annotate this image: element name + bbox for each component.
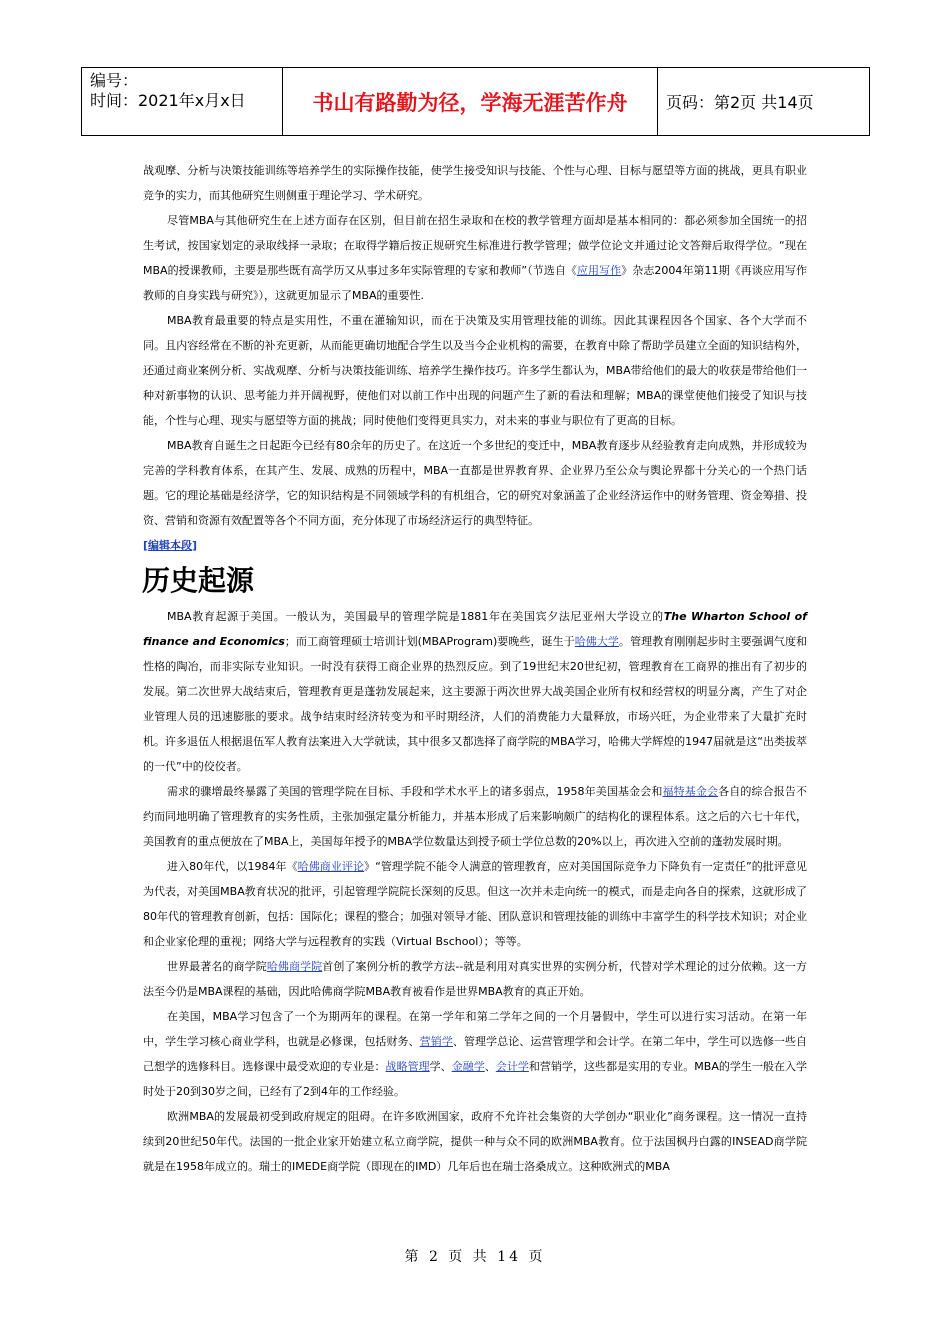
paragraph: 战观摩、分析与决策技能训练等培养学生的实际操作技能，使学生接受知识与技能、个性与心理、目标与愿望等方面的挑战，更具有职业竞争的实力，而其他研究生则侧重于理论学习、学术研究。	[143, 164, 807, 202]
link-accounting[interactable]: 会计学	[495, 1060, 529, 1073]
link-harvard-business-school[interactable]: 哈佛商学院	[266, 960, 323, 973]
paragraph: 在美国，MBA学习包含了一个为期两年的课程。在第一学年和第二学年之间的一个月暑假中，学生可以进行实习活动。在第一年中，学生学习核心商业学科，也就是必修课，包括财务、营销学、管理学总论、运营管理学和会计学。在第二年中，学生可以选修一些自己想学的选修科目。选修课中最受欢迎的专业是：战略管理学、金融学、会计学和营销学，这些都是实用的专业。MBA的学生一般在入学时处于20到30岁之间，已经有了2到4年的工作经验。	[143, 1010, 808, 1098]
header-meta-cell	[82, 68, 283, 135]
section-title: 历史起源	[142, 564, 255, 597]
paragraph: 欧洲MBA的发展最初受到政府规定的阻碍。在许多欧洲国家，政府不允许社会集资的大学创办“职业化”商务课程。这一情况一直持续到20世纪50年代。法国的一批企业家开始建立私立商学院，提供一种与众不同的欧洲MBA教育。位于法国枫丹白露的INSEAD商学院就是在1958年成立的。瑞士的IMEDE商学院（即现在的IMD）几年后也在瑞士洛桑成立。这种欧洲式的MBA	[143, 1110, 807, 1173]
document-body	[143, 158, 807, 1179]
link-harvard-business-review[interactable]: 哈佛商业评论	[297, 860, 365, 873]
link-marketing[interactable]: 营销学	[419, 1035, 453, 1048]
paragraph: 尽管MBA与其他研究生在上述方面存在区别，但目前在招生录取和在校的教学管理方面却是基本相同的：都必须参加全国统一的招生考试，按国家划定的录取线择一录取；在取得学籍后按正规研究生标准进行教学管理；做学位论文并通过论文答辩后取得学位。“现在MBA的授课教师，主要是那些既有高学历又从事过多年实际管理的专家和教师”（节选自《应用写作》杂志2004年第11期《再谈应用写作教师的自身实践与研究》），这就更加显示了MBA的重要性.	[143, 214, 808, 302]
link-ford-foundation[interactable]: 福特基金会	[662, 785, 719, 798]
paragraph: 需求的骤增最终暴露了美国的管理学院在目标、手段和学术水平上的诸多弱点，1958年美国基金会和福特基金会各自的综合报告不约而同地明确了管理教育的实务性质，主张加强定量分析能力，并基本形成了后来影响颇广的结构化的课程体系。这之后的六七十年代，美国教育的重点便放在了MBA上，美国每年授予的MBA学位数量达到授予硕士学位总数的20%以上，再次进入空前的蓬勃发展时期。	[143, 785, 808, 848]
link-applied-writing[interactable]: 应用写作	[576, 264, 622, 277]
page-info: 页码：第2页 共14页	[666, 93, 814, 112]
paragraph: 进入80年代，以1984年《哈佛商业评论》“管理学院不能令人满意的管理教育，应对美国国际竞争力下降负有一定责任”的批评意见为代表，对美国MBA教育状况的批评，引起管理学院院长深刻的反思。但这一次并未走向统一的模式，而是走向各自的探索，这就形成了80年代的管理教育创新，包括：国际化；课程的整合；加强对领导才能、团队意识和管理技能的训练中丰富学生的科学技术知识；对企业和企业家伦理的重视；网络大学与远程教育的实践（Virtual Bschool）；等等。	[143, 860, 807, 948]
wharton-school-name: The Wharton School of finance and Economics	[143, 610, 807, 648]
paragraph: MBA教育最重要的特点是实用性，不重在灌输知识，而在于决策及实用管理技能的训练。因此其课程因各个国家、各个大学而不同。且内容经常在不断的补充更新，从而能更确切地配合学生以及当今企业机构的需要，在教育中除了帮助学员建立全面的知识结构外，还通过商业案例分析、实战观摩、分析与决策技能训练、培养学生操作技巧。许多学生都认为，MBA带给他们的最大的收获是带给他们一种对新事物的认识、思考能力并开阔视野，使他们对以前工作中出现的问题产生了新的看法和理解；MBA的课堂使他们接受了知识与技能，个性与心理、现实与愿望等方面的挑战；同时使他们变得更具实力，对未来的事业与职位有了更高的目标。	[143, 314, 807, 427]
header-table	[81, 67, 870, 136]
number-label: 编号：	[90, 71, 139, 90]
edit-section-link[interactable]: [编辑本段]	[143, 539, 198, 552]
paragraph: 世界最著名的商学院哈佛商学院首创了案例分析的教学方法--就是利用对真实世界的实例分析，代替对学术理论的过分依赖。这一方法至今仍是MBA课程的基础，因此哈佛商学院MBA教育被看作是世界MBA教育的真正开始。	[143, 960, 808, 998]
link-harvard-university[interactable]: 哈佛大学	[574, 635, 619, 648]
paragraph: MBA教育起源于美国。一般认为，美国最早的管理学院是1881年在美国宾夕法尼亚州大学设立的The Wharton School of finance and Economics；而工商管理硕士培训计划(MBAProgram)要晚些，诞生于哈佛大学。管理教育刚刚起步时主要强调气度和性格的陶冶，而非实际专业知识。一时没有获得工商企业界的热烈反应。到了19世纪末20世纪初，管理教育在工商界的推出有了初步的发展。第二次世界大战结束后，管理教育更是蓬勃发展起来，这主要源于两次世界大战美国企业所有权和经营权的明显分离，产生了对企业管理人员的迅速膨胀的要求。战争结束时经济转变为和平时期经济，人们的消费能力大量释放，市场兴旺，为企业带来了大量扩充时机。许多退伍人根据退伍军人教育法案进入大学就读，其中很多又都选择了商学院的MBA学习，哈佛大学辉煌的1947届就是这“出类拔萃的一代”中的佼佼者。	[143, 610, 808, 773]
link-finance[interactable]: 金融学	[451, 1060, 485, 1073]
link-strategic-management[interactable]: 战略管理	[385, 1060, 430, 1073]
page-footer: 第 2 页 共 14 页	[404, 1249, 546, 1265]
paragraph: MBA教育自诞生之日起距今已经有80余年的历史了。在这近一个多世纪的变迁中，MBA教育逐步从经验教育走向成熟，并形成较为完善的学科教育体系，在其产生、发展、成熟的历程中，MBA一直都是世界教育界、企业界乃至公众与舆论界都十分关心的一个热门话题。它的理论基础是经济学，它的知识结构是不同领域学科的有机组合，它的研究对象涵盖了企业经济运作中的财务管理、资金筹措、投资、营销和资源有效配置等各个不同方面，充分体现了市场经济运行的典型特征。	[143, 439, 807, 527]
motto: 书山有路勤为径，学海无涯苦作舟	[283, 68, 658, 135]
time-label: 时间：2021年x月x日	[90, 91, 246, 110]
